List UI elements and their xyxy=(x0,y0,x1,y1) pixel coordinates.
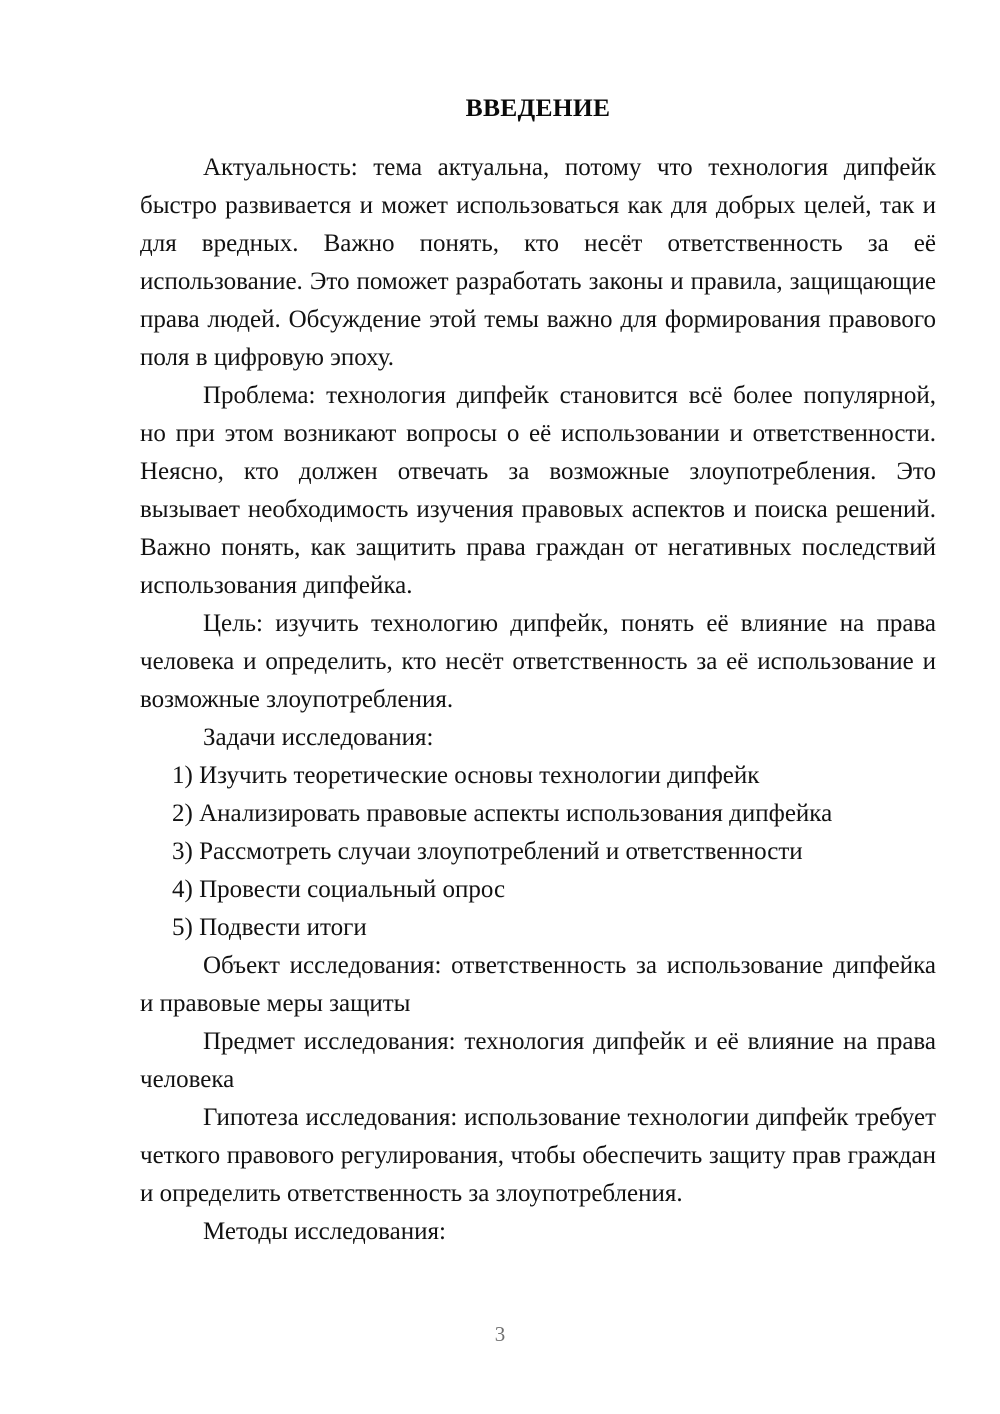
page-content xyxy=(140,0,936,1251)
page-title: ВВЕДЕНИЕ xyxy=(465,93,611,122)
list-item: 5) Подвести итоги xyxy=(172,914,367,941)
paragraph-hypothesis: Гипотеза исследования: использование технологии дипфейк требует четкого правового регулирования, чтобы обеспечить защиту прав граждан и определить ответственность за злоупотребления. xyxy=(140,1104,936,1207)
list-item: 2) Анализировать правовые аспекты использования дипфейка xyxy=(172,800,833,827)
tasks-heading: Задачи исследования: xyxy=(203,724,434,751)
methods-heading: Методы исследования: xyxy=(203,1218,446,1245)
tasks-list xyxy=(140,757,936,947)
paragraph-problem: Проблема: технология дипфейк становится всё более популярной, но при этом возникают вопросы о её использовании и ответственности. Неясно, кто должен отвечать за возможные злоупотребления. Это вызывает необходимость изучения правовых аспектов и поиска решений. Важно понять, как защитить права граждан от негативных последствий использования дипфейка. xyxy=(140,382,936,599)
paragraph-relevance: Актуальность: тема актуальна, потому что технология дипфейк быстро развивается и может использоваться как для добрых целей, так и для вредных. Важно понять, кто несёт ответственность за её использование. Это поможет разработать законы и правила, защищающие права людей. Обсуждение этой темы важно для формирования правового поля в цифровую эпоху. xyxy=(140,154,936,371)
list-item: 1) Изучить теоретические основы технологии дипфейк xyxy=(172,762,760,789)
paragraph-subject: Предмет исследования: технология дипфейк и её влияние на права человека xyxy=(140,1028,936,1093)
paragraph-object: Объект исследования: ответственность за использование дипфейка и правовые меры защиты xyxy=(140,952,936,1017)
paragraph-goal: Цель: изучить технологию дипфейк, понять её влияние на права человека и определить, кто несёт ответственность за её использование и возможные злоупотребления. xyxy=(140,610,936,713)
page-number: 3 xyxy=(494,1322,506,1346)
list-item: 4) Провести социальный опрос xyxy=(172,876,506,903)
list-item: 3) Рассмотреть случаи злоупотреблений и ответственности xyxy=(172,838,803,865)
